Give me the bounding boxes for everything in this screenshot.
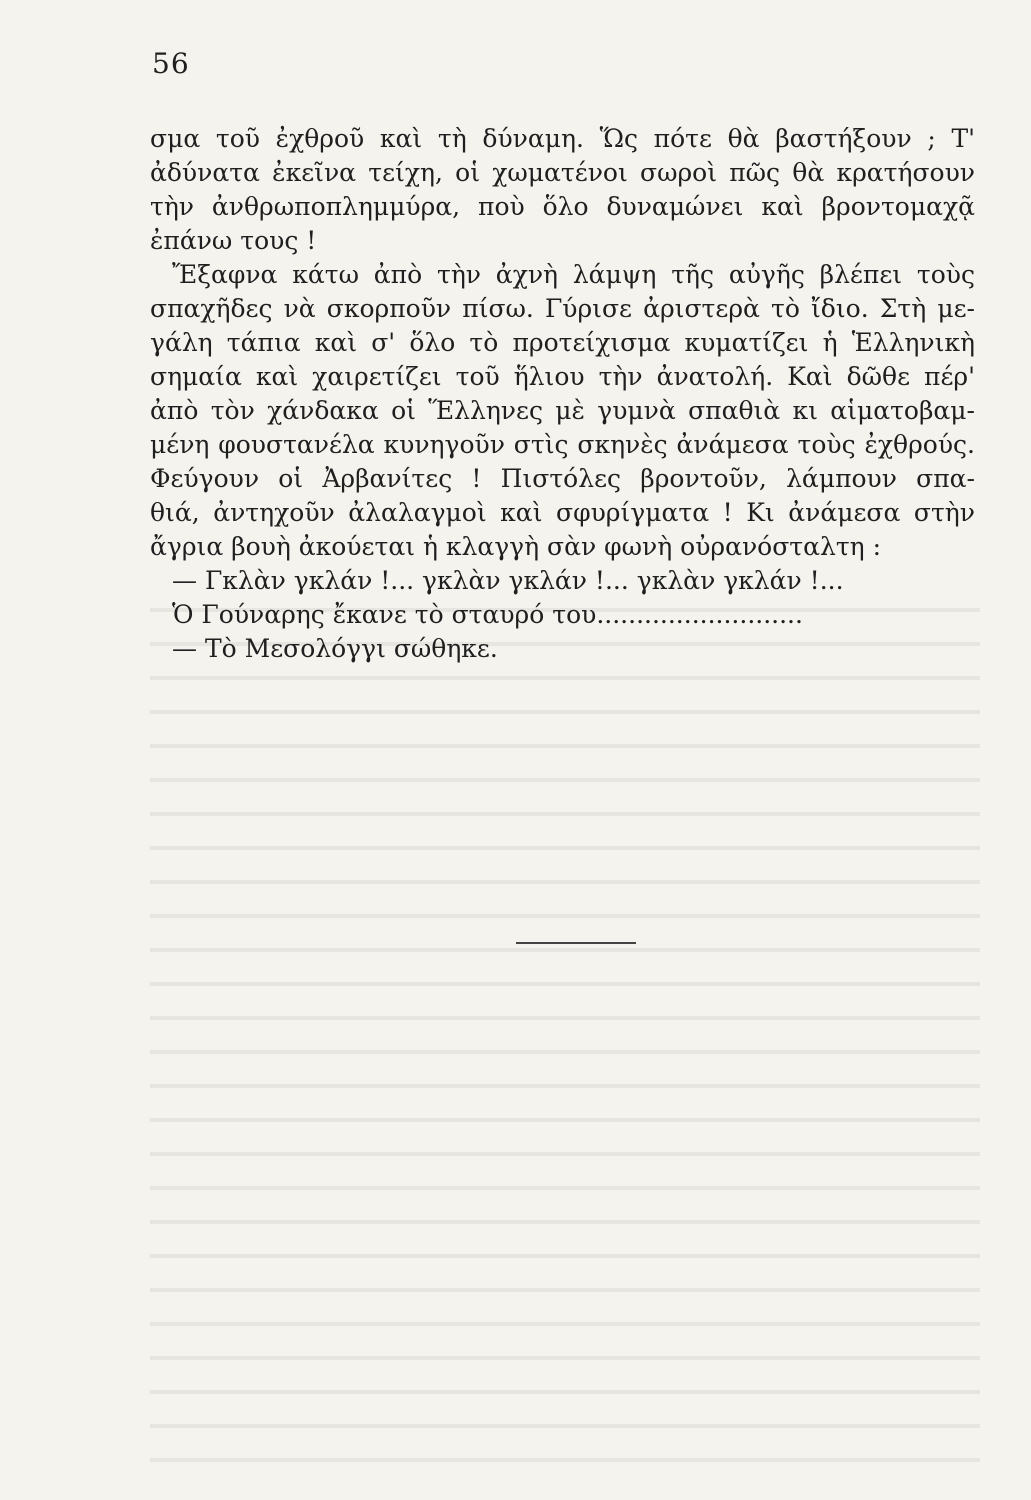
text-line: γάλη τάπια καὶ σ' ὅλο τὸ προτείχισμα κυματίζει ἡ Ἑλληνικὴ [150,328,975,357]
text-line: ἀπὸ τὸν χάνδακα οἱ Ἕλληνες μὲ γυμνὰ σπαθιὰ κι αἱματοβαμ- [150,396,975,425]
text-line: θιά, ἀντηχοῦν ἀλαλαγμοὶ καὶ σφυρίγματα ! Κι ἀνάμεσα στὴν [150,498,975,527]
text-line: μένη φουστανέλα κυνηγοῦν στὶς σκηνὲς ἀνάμεσα τοὺς ἐχθρούς. [150,430,975,459]
text-line: Ἔξαφνα κάτω ἀπὸ τὴν ἀχνὴ λάμψη τῆς αὐγῆς βλέπει τοὺς [172,260,975,289]
page-number: 56 [152,47,190,80]
text-line: ἄγρια βουὴ ἀκούεται ἡ κλαγγὴ σὰν φωνὴ οὐρανόσταλτη : [150,532,882,561]
section-separator-rule [516,942,636,944]
text-line: — Τὸ Μεσολόγγι σώθηκε. [172,634,498,663]
text-line: τὴν ἀνθρωποπλημμύρα, ποὺ ὅλο δυναμώνει καὶ βροντομαχᾷ [150,192,975,221]
text-line: Φεύγουν οἱ Ἀρβανίτες ! Πιστόλες βροντοῦν, λάμπουν σπα- [150,464,975,493]
text-line: σμα τοῦ ἐχθροῦ καὶ τὴ δύναμη. Ὥς πότε θὰ βαστήξουν ; Τ' [150,124,975,153]
text-line: ἐπάνω τους ! [150,226,317,255]
body-text [150,122,975,666]
text-line: Ὁ Γούναρης ἔκανε τὸ σταυρό του.......................... [172,600,803,629]
bleed-through-texture [150,590,980,1470]
text-line: σπαχῆδες νὰ σκορποῦν πίσω. Γύρισε ἀριστερὰ τὸ ἴδιο. Στὴ με- [150,294,975,323]
text-line: — Γκλὰν γκλάν !... γκλὰν γκλάν !... γκλὰν γκλάν !... [172,566,844,595]
text-line: ἀδύνατα ἐκεῖνα τείχη, οἱ χωματένοι σωροὶ πῶς θὰ κρατήσουν [150,158,975,187]
text-line: σημαία καὶ χαιρετίζει τοῦ ἥλιου τὴν ἀνατολή. Καὶ δῶθε πέρ' [150,362,975,391]
